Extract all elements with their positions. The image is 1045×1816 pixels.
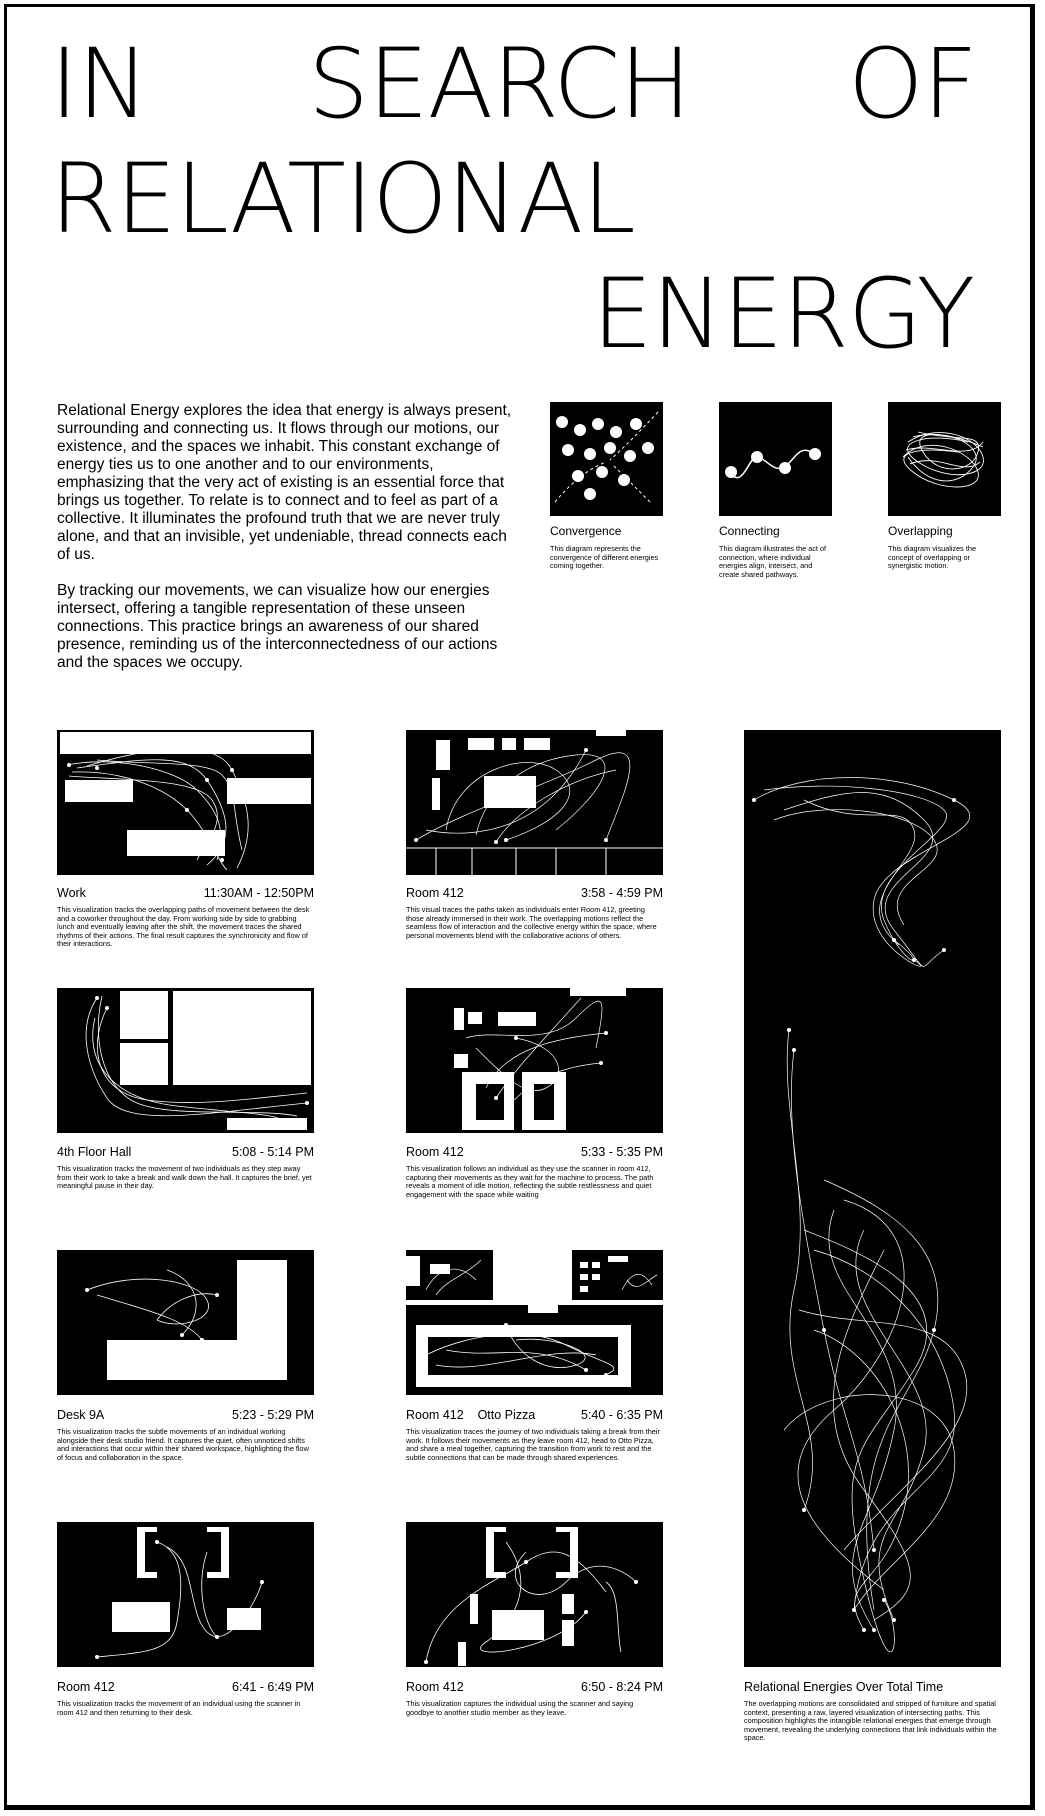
movement-map-room412-d [406, 1522, 663, 1667]
movement-map-desk-9a [57, 1250, 314, 1395]
diagram-desc-connecting: This diagram illustrates the act of connection, where individual energies align, intersect, and create shared pathways. [719, 544, 827, 579]
diagram-desc-overlapping: This diagram visualizes the concept of overlapping or synergistic motion. [888, 544, 977, 571]
panel-time-desk-9a: 5:23 - 5:29 PM [232, 1408, 314, 1422]
panel-desc-room412-a: This visual traces the paths taken as individuals enter Room 412, greeting those already immersed in their work. The overlapping motions reflect the seamless flow of interaction and the collective energy within the space, where personal movements blend with the collaborative actions of others. [406, 905, 657, 940]
panel-time-room412-d: 6:50 - 8:24 PM [581, 1680, 663, 1694]
movement-map-4th-floor-hall [57, 988, 314, 1133]
movement-map-room412-a [406, 730, 663, 875]
panel-desc-otto-pizza: This visualization traces the journey of two individuals taking a break from their work. It follows their movements as they leave room 412, head to Otto Pizza, and share a meal together, capturing the transition from work to rest and the subtle connections that can be made through shared experiences. [406, 1427, 660, 1462]
panel-desc-work: This visualization tracks the overlapping paths of movement between the desk and a coworker throughout the day. From working side by side to grabbing lunch and eventually leaving after the shift, the movement traces the shared rhythms of their actions. The final result captures the synchronicity and flow of their interactions. [57, 905, 310, 949]
title-word-energy: ENERGY [592, 258, 975, 370]
panel-time-4th-floor-hall: 5:08 - 5:14 PM [232, 1145, 314, 1159]
panel-time-room412-a: 3:58 - 4:59 PM [581, 886, 663, 900]
movement-map-otto-pizza-c [406, 1305, 663, 1395]
panel-title-room412-a: Room 412 [406, 886, 464, 900]
movement-map-otto-pizza-a [406, 1250, 493, 1300]
diagram-label-convergence: Convergence [550, 524, 622, 538]
intro-paragraph-2: By tracking our movements, we can visualize how our energies intersect, offering a tangible representation of these unseen connections. This practice brings an awareness of our shared presence, reminding us of the interconnectedness of our actions and the spaces we occupy. [57, 582, 498, 671]
panel-desc-total-time: The overlapping motions are consolidated and stripped of furniture and spatial context, presenting a raw, layered visualization of intersecting paths. This composition highlights the intangible relational energies that emerge through movement, revealing the underlying connections that link individuals within the space. [744, 1699, 997, 1743]
panel-title-work: Work [57, 886, 86, 900]
panel-desc-4th-floor-hall: This visualization tracks the movement of two individuals as they step away from their work to take a break and walk down the hall. It captures the brief, yet meaningful pause in their day. [57, 1164, 312, 1191]
intro-paragraph-1: Relational Energy explores the idea that energy is always present, surrounding and connecting us. It flows through our motions, our existence, and the spaces we inhabit. This constant exchange of energy ties us to one another and to our environments, emphasizing that the very act of existing is an essential force that brings us together. To relate is to connect and to feel as part of a collective. It illuminates the profound truth that we are never truly alone, and that an invisible, yet undeniable, thread connects each of us. [57, 402, 512, 563]
title-word-search: SEARCH [308, 28, 691, 140]
title-word-relational: RELATIONAL [50, 143, 635, 255]
movement-map-otto-pizza-b [572, 1250, 663, 1300]
diagram-desc-convergence: This diagram represents the convergence of different energies coming together. [550, 544, 659, 571]
panel-title-room412-b: Room 412 [406, 1145, 464, 1159]
panel-desc-room412-c: This visualization tracks the movement of an individual using the scanner in room 412 and then returning to their desk. [57, 1699, 301, 1717]
panel-time-work: 11:30AM - 12:50PM [203, 886, 314, 900]
panel-desc-desk-9a: This visualization tracks the subtle movements of an individual working alongside their desk studio friend. It captures the quiet, often unnoticed shifts and interactions that occur within their shared workspace, highlighting the flow of focus and collaboration in the space. [57, 1427, 309, 1462]
panel-desc-room412-b: This visualization follows an individual as they use the scanner in room 412, capturing their movements as they wait for the machine to process. The path reveals a moment of idle motion, reflecting the subtle restlessness and quiet engagement with the space while waiting [406, 1164, 654, 1199]
panel-time-otto-pizza: 5:40 - 6:35 PM [581, 1408, 663, 1422]
movement-map-total-time [744, 730, 1001, 1667]
panel-title-4th-floor-hall: 4th Floor Hall [57, 1145, 132, 1159]
diagram-convergence [550, 402, 663, 516]
panel-time-room412-b: 5:33 - 5:35 PM [581, 1145, 663, 1159]
diagram-label-connecting: Connecting [719, 524, 780, 538]
panel-title-otto-pizza: Room 412 Otto Pizza [406, 1408, 536, 1422]
panel-time-room412-c: 6:41 - 6:49 PM [232, 1680, 314, 1694]
title-word-of: OF [848, 28, 977, 140]
panel-title-total-time: Relational Energies Over Total Time [744, 1680, 944, 1694]
diagram-connecting [719, 402, 832, 516]
title-word-in: IN [50, 28, 149, 140]
movement-map-room412-b [406, 988, 663, 1133]
movement-map-room412-c [57, 1522, 314, 1667]
diagram-overlapping [888, 402, 1001, 516]
panel-desc-room412-d: This visualization captures the individual using the scanner and saying goodbye to another studio member as they leave. [406, 1699, 634, 1717]
panel-title-room412-c: Room 412 [57, 1680, 115, 1694]
panel-title-desk-9a: Desk 9A [57, 1408, 105, 1422]
diagram-label-overlapping: Overlapping [888, 524, 953, 538]
panel-title-room412-d: Room 412 [406, 1680, 464, 1694]
movement-map-work [57, 730, 314, 875]
